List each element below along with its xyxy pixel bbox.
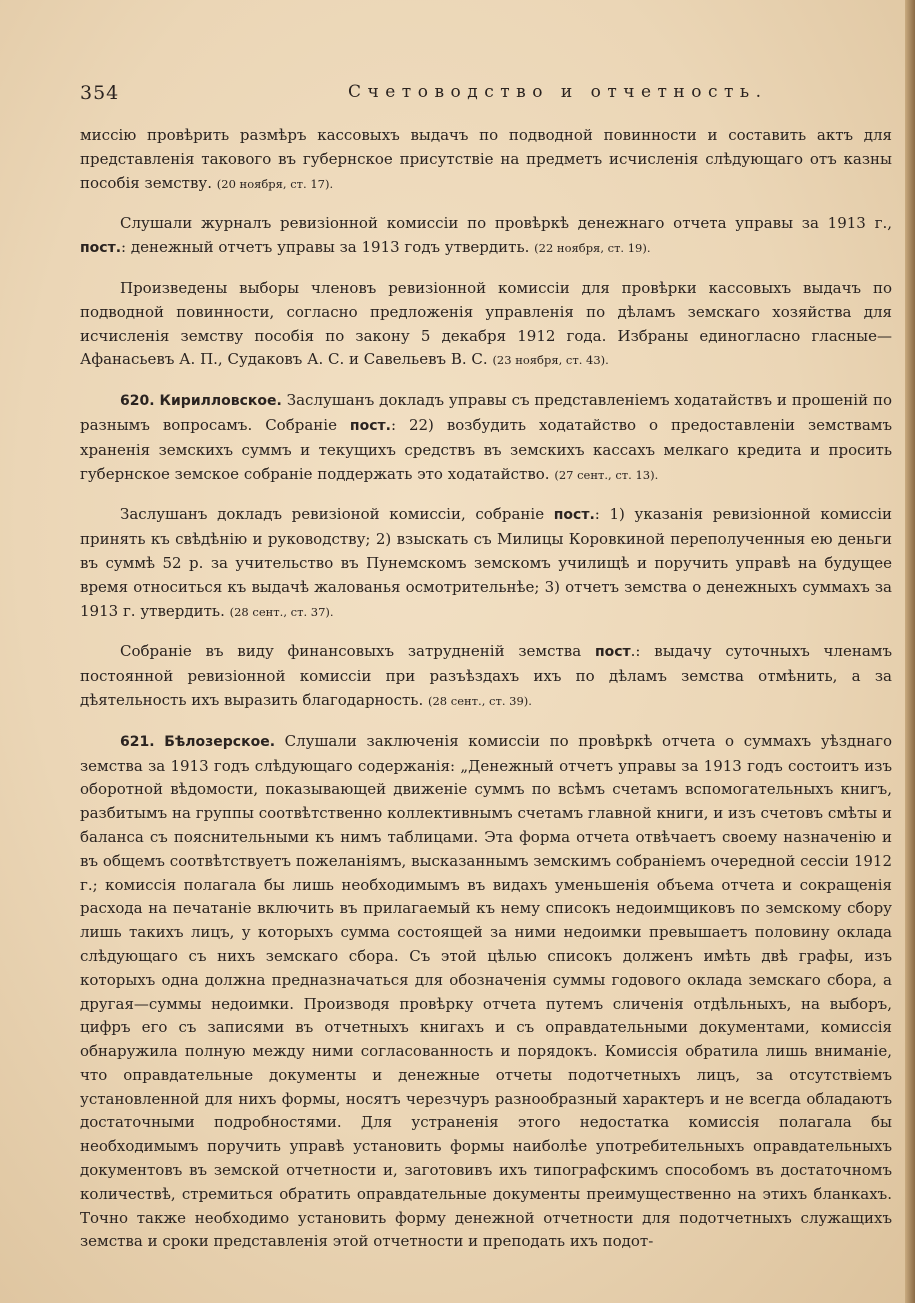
text-segment: Слушали заключенія комиссіи по провѣркѣ отчета о суммахъ уѣзднаго земства за 1913 годъ слѣдующаго содержанія: „Денежный отчетъ управы за 1913 годъ состоитъ изъ оборотной вѣдомости, показывающей движеніе суммъ по всѣмъ счетамъ вспомогательныхъ книгъ, разбитымъ на группы соотвѣтственно коллективнымъ счетамъ главной книги, и изъ счетовъ смѣты и баланса съ пояснительными къ нимъ таблицами. Эта форма отчета отвѣчаетъ своему назначенію и въ общемъ соотвѣтствуетъ пожеланіямъ, высказаннымъ земскимъ собраніемъ очередной сессіи 1912 г.; комиссія полагала бы лишь необходимымъ въ видахъ уменьшенія объема отчета и сокращенія расхода на печатаніе включить въ прилагаемый къ нему списокъ недоимщиковъ по земскому сбору лишь такихъ лицъ, у которыхъ сумма состоящей за ними недоимки превышаетъ половину оклада слѣдующаго съ нихъ земскаго сбора. Съ этой цѣлью списокъ долженъ имѣть двѣ графы, изъ которыхъ одна должна предназначаться для обозначенія суммы годового оклада земскаго сбора, а другая—суммы недоимки. Производя провѣрку отчета путемъ сличенія отдѣльныхъ, на выборъ, цифръ его съ записями въ отчетныхъ книгахъ и съ оправдательными документами, комиссія обнаружила полную между ними согласованность и порядокъ. Комиссія обратила лишь вниманіе, что оправдательные документы и денежные отчеты подотчетныхъ лицъ, за отсутствіемъ установленной для нихъ формы, носятъ черезчуръ разнообразный характеръ и не всегда обладаютъ достаточными подробностями. Для устраненія этого недостатка комиссія полагала бы необходимымъ поручить управѣ установить формы наиболѣе употребительныхъ оправдательныхъ документовъ въ земской отчетности и, заготовивъ ихъ типографскимъ способомъ въ достаточномъ количествѣ, стремиться обратить оправдательные документы преимущественно на этихъ бланкахъ. Точно также необходимо установить форму денежной отчетности для подотчетныхъ служащихъ земства и сроки представленія этой отчетности и преподать ихъ подот-	[80, 731, 892, 1251]
text-segment: Заслушанъ докладъ ревизіоной комиссіи, собраніе	[120, 505, 554, 524]
page-edge-shadow	[905, 0, 915, 1303]
paragraph-p1	[80, 124, 892, 196]
bold-keyword: 620. Кирилловское.	[120, 393, 282, 410]
session-reference: (28 сент., ст. 37).	[229, 604, 334, 619]
text-segment: Слушали журналъ ревизіонной комиссіи по провѣркѣ денежнаго отчета управы за 1913 г.,	[120, 214, 892, 233]
bold-keyword: пост.	[349, 417, 391, 434]
bold-keyword: пост	[594, 644, 631, 661]
body-text	[80, 124, 892, 1254]
paragraph-p5	[80, 503, 892, 624]
page-number: 354	[80, 82, 120, 104]
text-segment: : 22) возбудить ходатайство о предоставленіи земствамъ храненія земскихъ суммъ и текущихъ средствъ въ земскихъ кассахъ мелкаго кредита и просить губернское земское собраніе поддержать это ходатайство.	[80, 415, 892, 483]
text-segment: Произведены выборы членовъ ревизіонной комиссіи для провѣрки кассовыхъ выдачъ по подводной повинности, согласно предложенія управленія по дѣламъ земскаго хозяйства для исчисленія земству пособія по закону 5 декабря 1912 года. Избраны единогласно гласные—Афанасьевъ А. П., Судаковъ А. С. и Савельевъ В. С.	[80, 278, 892, 369]
bold-keyword: 621. Бѣлозерское.	[120, 733, 276, 750]
running-title: Счетоводство и отчетность.	[348, 82, 768, 102]
paragraph-p3	[80, 277, 892, 373]
paragraph-p4	[80, 389, 892, 487]
text-segment: Заслушанъ докладъ управы съ представленіемъ ходатайствъ и прошеній по разнымъ вопросамъ. Собраніе	[80, 391, 892, 434]
text-segment: миссію провѣрить размѣръ кассовыхъ выдачъ по подводной повинности и составить актъ для представленія такового въ губернское присутствіе на предметъ исчисленія слѣдующаго отъ казны пособія земству.	[80, 126, 892, 192]
session-reference: (28 сент., ст. 39).	[428, 693, 532, 708]
paragraph-p6	[80, 640, 892, 713]
session-reference: (20 ноября, ст. 17).	[216, 176, 334, 191]
text-segment: Собраніе въ виду финансовыхъ затрудненій земства	[120, 642, 595, 661]
session-reference: (22 ноября, ст. 19).	[534, 241, 651, 256]
text-segment: : 1) указанія ревизіонной комиссіи принять къ свѣдѣнію и руководству; 2) взыскать съ Милицы Коровкиной переполученныя ею деньги въ суммѣ 52 р. за учительство въ Пунемскомъ земскомъ училищѣ и поручить управѣ на будущее время относиться къ выдачѣ жалованья осмотрительнѣе; 3) отчетъ земства о денежныхъ суммахъ за 1913 г. утвердить.	[80, 505, 892, 620]
session-reference: (23 ноября, ст. 43).	[492, 353, 609, 368]
text-segment: .: выдачу суточныхъ членамъ постоянной ревизіонной комиссіи при разъѣздахъ ихъ по дѣламъ земства отмѣнить, а за дѣятельность ихъ выразить благодарность.	[80, 642, 892, 709]
bold-keyword: пост.	[553, 507, 595, 524]
session-reference: (27 сент., ст. 13).	[554, 467, 659, 482]
paragraph-p7	[80, 730, 892, 1255]
text-segment: : денежный отчетъ управы за 1913 годъ утвердить.	[121, 238, 535, 257]
bold-keyword: пост.	[80, 240, 122, 257]
page-header	[80, 82, 870, 108]
paragraph-p2	[80, 212, 892, 261]
